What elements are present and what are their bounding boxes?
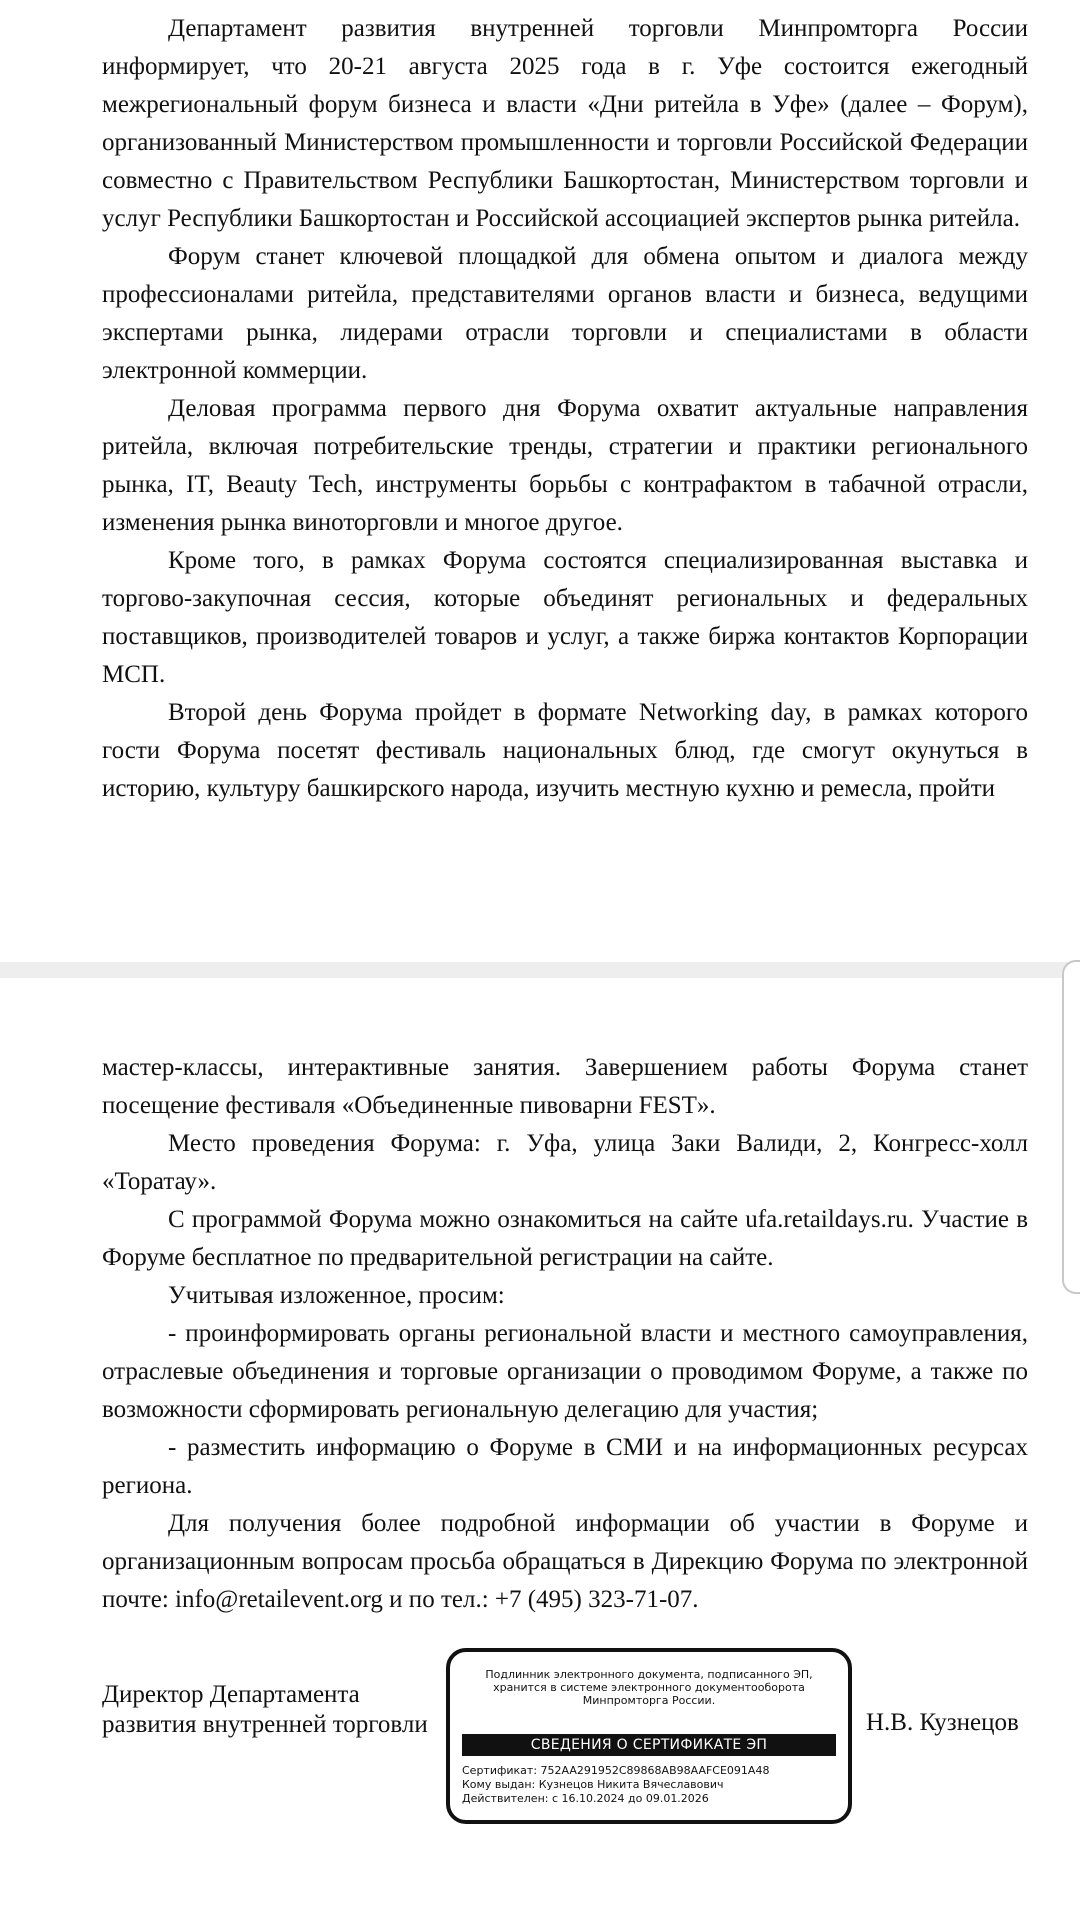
scroll-handle[interactable] [1062, 960, 1080, 1294]
electronic-signature-stamp [446, 1648, 852, 1824]
paragraph-contacts: Для получения более подробной информации об участии в Форуме и организационным вопросам просьба обращаться в Дирекцию Форума по электронной почте: info@retailevent.org и по тел.: +7 (495) 323-71-07. [102, 1510, 1028, 1613]
paragraph-platform: Форум станет ключевой площадкой для обмена опытом и диалога между профессионалами ритейла, представителями органов власти и бизнеса, ведущими экспертами рынка, лидерами отрасли торговли и специалистами в области электронной коммерции. [102, 243, 1028, 384]
signatory-position-line-1: Директор Департамента [102, 1681, 360, 1708]
paragraph-intro: Департамент развития внутренней торговли Минпромторга России информирует, что 20-21 августа 2025 года в г. Уфе состоится ежегодный межрегиональный форум бизнеса и власти «Дни ритейла в Уфе» (далее – Форум), организованный Министерством промышленности и торговли Российской Федерации совместно с Правительством Республики Башкортостан, Министерством торговли и услуг Республики Башкортостан и Российской ассоциацией экспертов рынка ритейла. [102, 15, 1028, 232]
page-separator [0, 962, 1080, 978]
signatory-position [102, 1680, 462, 1740]
paragraph-request: Учитывая изложенное, просим: [168, 1282, 505, 1309]
stamp-details [462, 1764, 840, 1806]
paragraph-request-item-1: - проинформировать органы региональной власти и местного самоуправления, отраслевые объединения и торговые организации о проводимом Форуме, а также по возможности сформировать региональную делегацию для участия; [102, 1320, 1028, 1423]
signatory-name: Н.В. Кузнецов [866, 1709, 1019, 1736]
signatory-position-line-2: развития внутренней торговли [102, 1711, 428, 1738]
paragraph-exhibition: Кроме того, в рамках Форума состоятся специализированная выставка и торгово-закупочная сессия, которые объединят региональных и федеральных поставщиков, производителей товаров и услуг, а также биржа контактов Корпорации МСП. [102, 547, 1028, 688]
paragraph-continuation: мастер-классы, интерактивные занятия. Завершением работы Форума станет посещение фестиваля «Объединенные пивоварни FEST». [102, 1054, 1028, 1119]
page-1-body [102, 10, 1028, 808]
stamp-header: Подлинник электронного документа, подписанного ЭП, хранится в системе электронного документооборота Минпромторга России. [485, 1668, 813, 1707]
stamp-certificate: Сертификат: 752AA291952C89868AB98AAFCE091A48 [462, 1764, 770, 1777]
paragraph-second-day: Второй день Форума пройдет в формате Networking day, в рамках которого гости Форума посетят фестиваль национальных блюд, где смогут окунуться в историю, культуру башкирского народа, изучить местную кухню и ремесла, пройти [102, 699, 1028, 802]
page-2-body [102, 1049, 1028, 1619]
paragraph-program: Деловая программа первого дня Форума охватит актуальные направления ритейла, включая потребительские тренды, стратегии и практики регионального рынка, IT, Beauty Tech, инструменты борьбы с контрафактом в табачной отрасли, изменения рынка виноторговли и многое другое. [102, 395, 1028, 536]
paragraph-request-item-2: - разместить информацию о Форуме в СМИ и на информационных ресурсах региона. [102, 1434, 1028, 1499]
paragraph-website: С программой Форума можно ознакомиться на сайте ufa.retaildays.ru. Участие в Форуме бесплатное по предварительной регистрации на сайте. [102, 1206, 1028, 1271]
stamp-issued-to: Кому выдан: Кузнецов Никита Вячеславович [462, 1778, 724, 1791]
stamp-validity: Действителен: с 16.10.2024 до 09.01.2026 [462, 1792, 709, 1805]
paragraph-venue: Место проведения Форума: г. Уфа, улица Заки Валиди, 2, Конгресс-холл «Торатау». [102, 1130, 1028, 1195]
stamp-title-bar: СВЕДЕНИЯ О СЕРТИФИКАТЕ ЭП [462, 1734, 836, 1756]
